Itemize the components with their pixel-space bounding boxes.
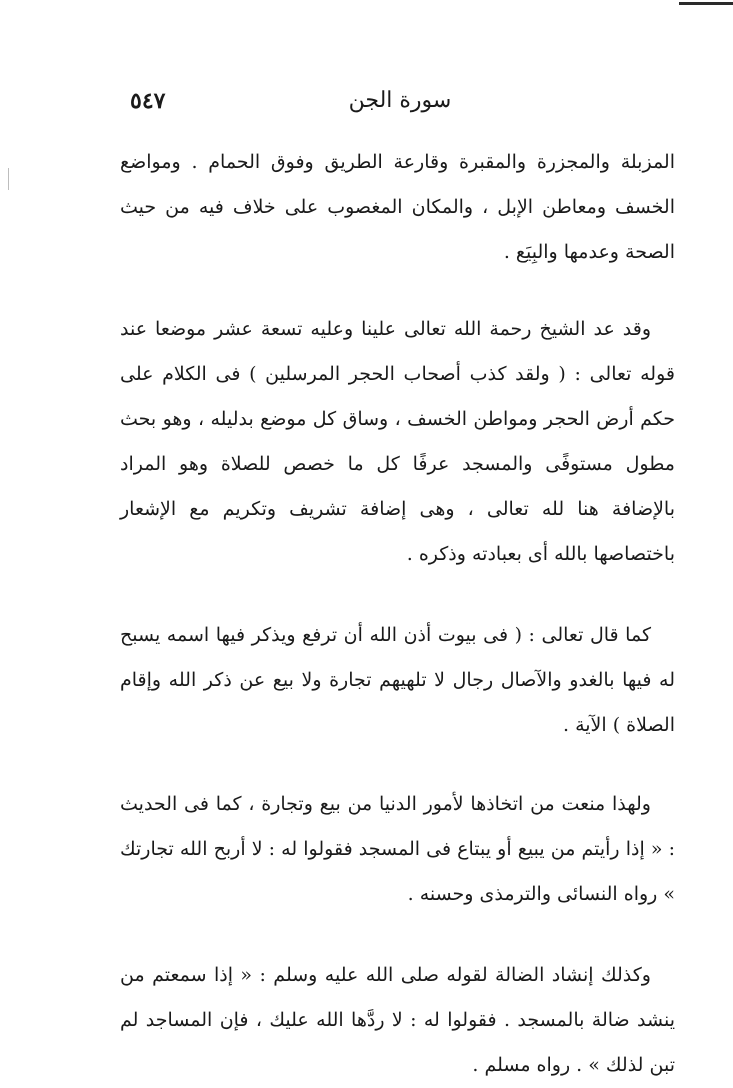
page-header: [130, 88, 670, 122]
paragraph-2: وقد عد الشيخ رحمة الله تعالى علينا وعليه تسعة عشر موضعا عند قوله تعالى : ( ولقد كذب أصحاب الحجر المرسلين ) فى الكلام على حكم أرض الحجر ومواطن الخسف ، وساق كل موضع بدليله ، وهو بحث مطول مستوفًى والمسجد عرفًا كل ما خصص للصلاة وهو المراد بالإضافة هنا لله تعالى ، وهى إضافة تشريف وتكريم مع الإشعار باختصاصها بالله أى بعبادته وذكره .: [120, 318, 675, 565]
paragraph-4: ولهذا منعت من اتخاذها لأمور الدنيا من بيع وتجارة ، كما فى الحديث : « إذا رأيتم من يبيع أو يبتاع فى المسجد فقولوا له : لا أربح الله تجارتك » رواه النسائى والترمذى وحسنه .: [120, 793, 675, 905]
corner-rule: [679, 2, 733, 5]
margin-mark: [8, 168, 9, 190]
running-title: سورة الجن: [348, 88, 452, 113]
paragraph-1: المزبلة والمجزرة والمقبرة وقارعة الطريق وفوق الحمام . ومواضع الخسف ومعاطن الإبل ، والمكان المغصوب على خلاف فيه من حيث الصحة وعدمها والبِيَع .: [120, 151, 675, 263]
page-body: [120, 140, 675, 1088]
page-number: ٥٤٧: [130, 88, 166, 114]
paragraph-5: وكذلك إنشاد الضالة لقوله صلى الله عليه وسلم : « إذا سمعتم من ينشد ضالة بالمسجد . فقولوا له : لا ردَّها الله عليك ، فإن المساجد لم تبن لذلك » . رواه مسلم .: [120, 964, 675, 1076]
paragraph-3: كما قال تعالى : ( فى بيوت أذن الله أن ترفع ويذكر فيها اسمه يسبح له فيها بالغدو والآصال رجال لا تلهيهم تجارة ولا بيع عن ذكر الله وإقام الصلاة ) الآية .: [120, 624, 675, 736]
